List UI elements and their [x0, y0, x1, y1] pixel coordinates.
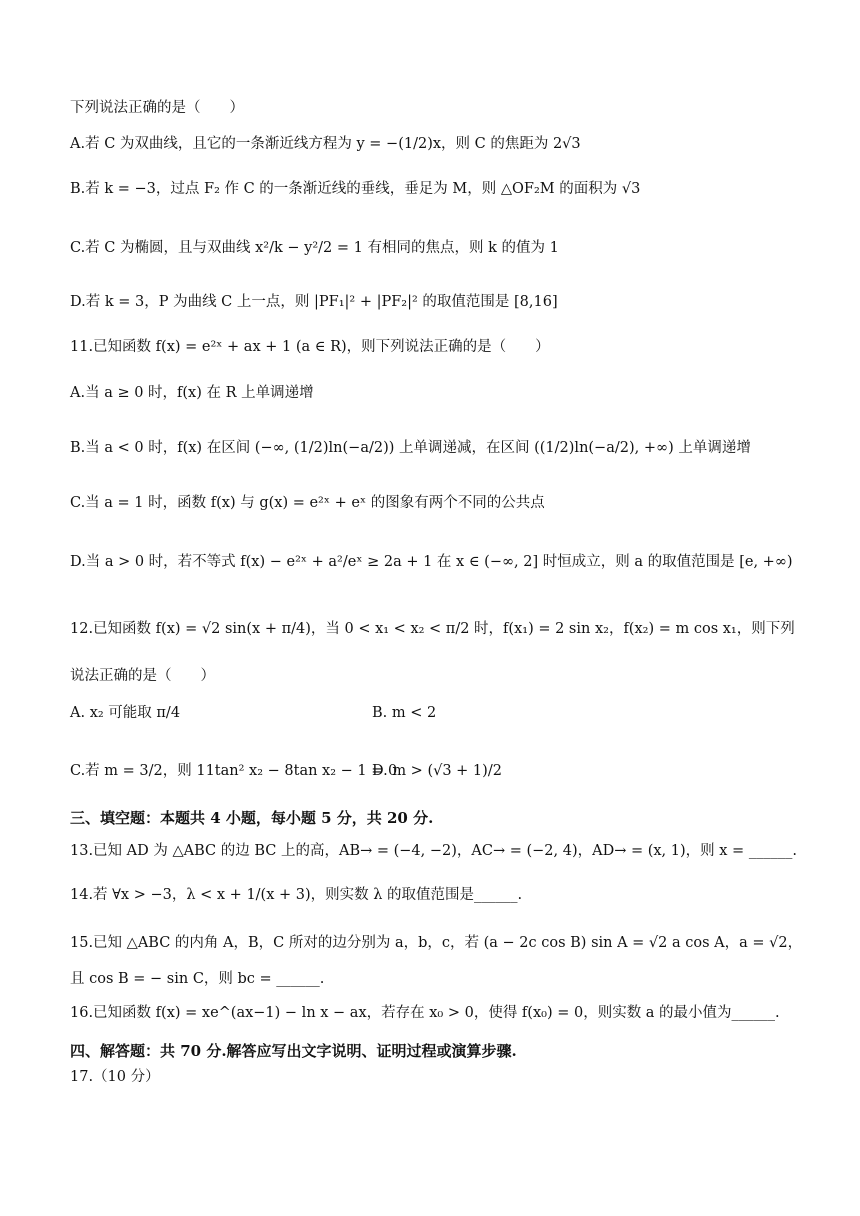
q11-option-d: D.当 a > 0 时，若不等式 f(x) − e²ˣ + a²/eˣ ≥ 2a + 1 在 x ∈ (−∞, 2] 时恒成立，则 a 的取值范围是 [e, +∞): [70, 554, 793, 570]
q12-option-a: A. x₂ 可能取 π/4: [70, 705, 181, 721]
q12-stem-line1: 12.已知函数 f(x) = √2 sin(x + π/4)，当 0 < x₁ < x₂ < π/2 时，f(x₁) = 2 sin x₂，f(x₂) = m cos x₁，则下列: [70, 621, 795, 637]
q10-stem: 下列说法正确的是（ ）: [70, 100, 244, 116]
q12-option-d: D. m > (√3 + 1)/2: [372, 763, 502, 779]
q11-option-a: A.当 a ≥ 0 时，f(x) 在 R 上单调递增: [70, 385, 314, 401]
q17-heading: 17.（10 分）: [70, 1069, 160, 1085]
q10-option-c: C.若 C 为椭圆，且与双曲线 x²/k − y²/2 = 1 有相同的焦点，则 k 的值为 1: [70, 240, 559, 256]
q15-line2: 且 cos B = − sin C，则 bc = ______.: [70, 971, 325, 987]
section-three-heading: 三、填空题：本题共 4 小题，每小题 5 分，共 20 分.: [70, 809, 434, 827]
section-four-heading: 四、解答题：共 70 分.解答应写出文字说明、证明过程或演算步骤.: [70, 1042, 517, 1060]
q12-stem-line2: 说法正确的是（ ）: [70, 668, 215, 684]
q11-option-c: C.当 a = 1 时，函数 f(x) 与 g(x) = e²ˣ + eˣ 的图象有两个不同的公共点: [70, 495, 545, 511]
q11-stem: 11.已知函数 f(x) = e²ˣ + ax + 1 (a ∈ R)，则下列说法正确的是（ ）: [70, 339, 550, 355]
q10-option-a: A.若 C 为双曲线，且它的一条渐近线方程为 y = −(1/2)x，则 C 的焦距为 2√3: [70, 136, 581, 152]
q15-line1: 15.已知 △ABC 的内角 A，B，C 所对的边分别为 a，b，c，若 (a − 2c cos B) sin A = √2 a cos A，a = √2，: [70, 935, 803, 951]
q13: 13.已知 AD 为 △ABC 的边 BC 上的高，AB→ = (−4, −2)，AC→ = (−2, 4)，AD→ = (x, 1)，则 x = ______.: [70, 843, 797, 859]
q12-option-b: B. m < 2: [372, 705, 437, 721]
q14: 14.若 ∀x > −3，λ < x + 1/(x + 3)，则实数 λ 的取值范围是______.: [70, 887, 523, 903]
q10-option-b: B.若 k = −3，过点 F₂ 作 C 的一条渐近线的垂线，垂足为 M，则 △OF₂M 的面积为 √3: [70, 181, 641, 197]
q11-option-b: B.当 a < 0 时，f(x) 在区间 (−∞, (1/2)ln(−a/2)) 上单调递减，在区间 ((1/2)ln(−a/2), +∞) 上单调递增: [70, 440, 751, 456]
q16: 16.已知函数 f(x) = xe^(ax−1) − ln x − ax，若存在 x₀ > 0，使得 f(x₀) = 0，则实数 a 的最小值为______.: [70, 1005, 780, 1021]
q10-option-d: D.若 k = 3，P 为曲线 C 上一点，则 |PF₁|² + |PF₂|² 的取值范围是 [8,16]: [70, 294, 558, 310]
q12-option-c: C.若 m = 3/2，则 11tan² x₂ − 8tan x₂ − 1 = 0: [70, 763, 398, 779]
